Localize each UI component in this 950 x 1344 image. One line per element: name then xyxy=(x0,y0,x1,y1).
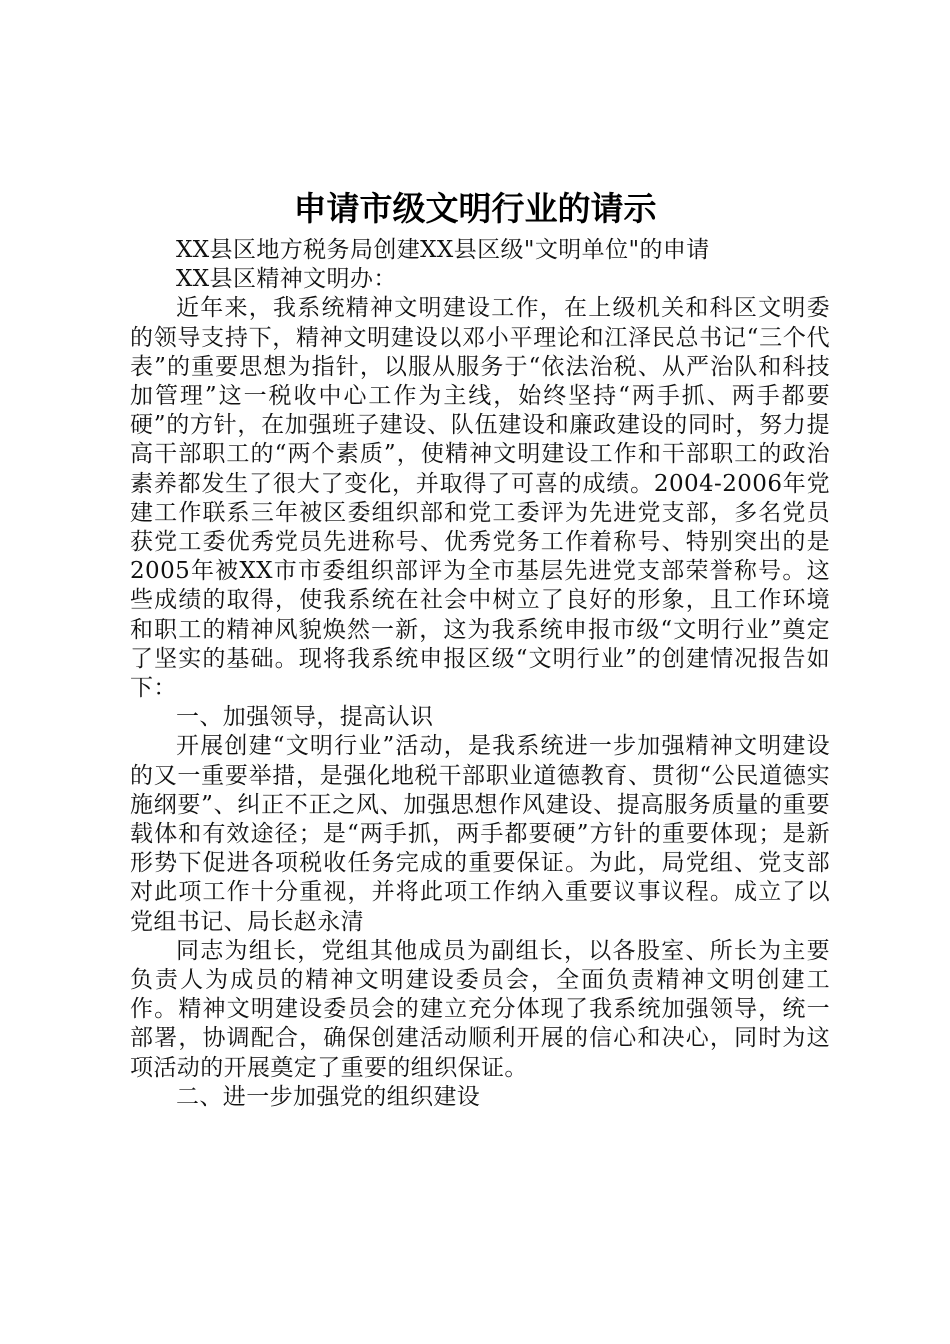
document-body xyxy=(130,236,830,1112)
section-heading-2: 二、进一步加强党的组织建设 xyxy=(176,1083,481,1110)
section-1-paragraph: 开展创建“文明行业”活动，是我系统进一步加强精神文明建设的又一重要举措，是强化地税干部职业道德教育、贯彻“公民道德实施纲要”、纠正不正之风、加强思想作风建设、提高服务质量的重要载体和有效途径；是“两手抓，两手都要硬”方针的重要体现；是新形势下促进各项税收任务完成的重要保证。为此，局党组、党支部对此项工作十分重视，并将此项工作纳入重要议事议程。成立了以党组书记、局长赵永清 xyxy=(130,733,830,935)
addressee-paragraph: XX县区精神文明办： xyxy=(176,266,397,293)
section-1-continuation-paragraph: 同志为组长，党组其他成员为副组长，以各股室、所长为主要负责人为成员的精神文明建设委员会，全面负责精神文明创建工作。精神文明建设委员会的建立充分体现了我系统加强领导，统一部署，协调配合，确保创建活动顺利开展的信心和决心，同时为这项活动的开展奠定了重要的组织保证。 xyxy=(130,937,830,1081)
document-title: 申请市级文明行业的请示 xyxy=(293,189,657,228)
section-heading-1: 一、加强领导，提高认识 xyxy=(176,704,434,731)
intro-paragraph: 近年来，我系统精神文明建设工作，在上级机关和科区文明委的领导支持下，精神文明建设以邓小平理论和江泽民总书记“三个代表”的重要思想为指针，以服从服务于“依法治税、从严治队和科技加管理”这一税收中心工作为主线，始终坚持“两手抓、两手都要硬”的方针，在加强班子建设、队伍建设和廉政建设的同时，努力提高干部职工的“两个素质”，使精神文明建设工作和干部职工的政治素养都发生了很大了变化，并取得了可喜的成绩。2004-2006年党建工作联系三年被区委组织部和党工委评为先进党支部，多名党员获党工委优秀党员先进称号、优秀党务工作着称号、特别突出的是2005年被XX市市委组织部评为全市基层先进党支部荣誉称号。这些成绩的取得，使我系统在社会中树立了良好的形象，且工作环境和职工的精神风貌焕然一新，这为我系统申报市级“文明行业”奠定了坚实的基础。现将我系统申报区级“文明行业”的创建情况报告如下： xyxy=(130,295,830,702)
subtitle-paragraph: XX县区地方税务局创建XX县区级"文明单位"的申请 xyxy=(176,237,710,263)
